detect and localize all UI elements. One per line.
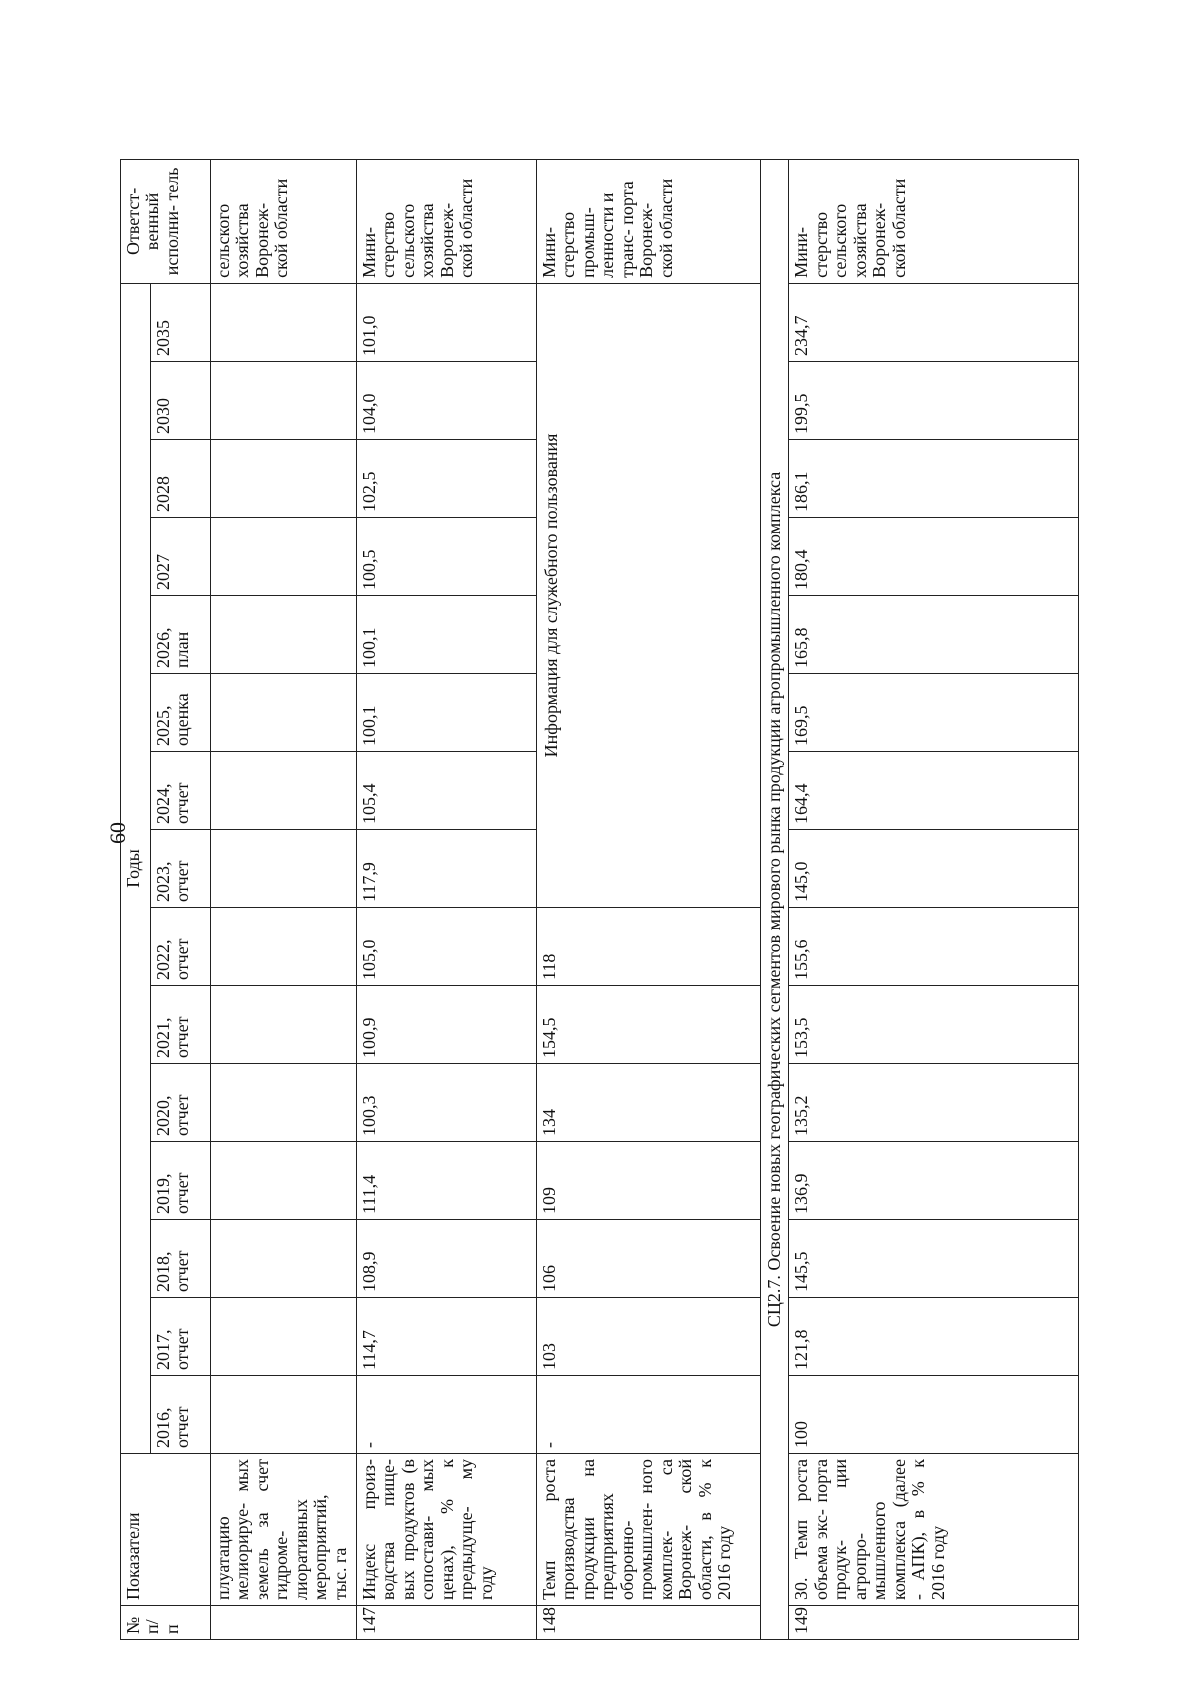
row-indicator: 30. Темп роста объема экс- порта продук- ции агропро- мышленного комплекса (далее - АПК), в % к 2016 году bbox=[789, 1454, 1079, 1606]
value-cell: 105,0 bbox=[357, 908, 537, 986]
value-cell bbox=[211, 908, 357, 986]
indicators-table bbox=[120, 159, 1079, 1640]
header-responsible: Ответст- венный исполни- тель bbox=[121, 159, 211, 283]
header-num: № п/п bbox=[121, 1606, 211, 1640]
header-year: 2021, отчет bbox=[151, 986, 211, 1064]
header-year: 2023, отчет bbox=[151, 830, 211, 908]
value-cell: 118 bbox=[537, 908, 761, 986]
value-cell: 135,2 bbox=[789, 1064, 1079, 1142]
value-cell: 100,1 bbox=[357, 674, 537, 752]
row-num: 149 bbox=[789, 1606, 1079, 1640]
value-cell bbox=[211, 830, 357, 908]
row-responsible: Мини- стерство сельского хозяйства Воронеж- ской области bbox=[789, 159, 1079, 283]
value-cell bbox=[211, 674, 357, 752]
table-row bbox=[537, 159, 761, 1639]
header-indicators: Показатели bbox=[121, 1454, 211, 1606]
section-row bbox=[761, 159, 789, 1639]
value-cell: 101,0 bbox=[357, 283, 537, 361]
value-cell: 104,0 bbox=[357, 362, 537, 440]
value-cell: 108,9 bbox=[357, 1220, 537, 1298]
header-year: 2026, план bbox=[151, 596, 211, 674]
table-row bbox=[357, 159, 537, 1639]
value-cell bbox=[211, 1220, 357, 1298]
row-num bbox=[211, 1606, 357, 1640]
row-responsible: Мини- стерство промыш- ленности и транс- порта Воронеж- ской области bbox=[537, 159, 761, 283]
section-title: СЦ2.7. Освоение новых географических сегментов мирового рынка продукции агропромышленного комплекса bbox=[761, 159, 789, 1639]
rotated-table-container bbox=[120, 160, 1134, 1640]
value-cell: 199,5 bbox=[789, 362, 1079, 440]
restricted-info-note bbox=[537, 283, 761, 907]
table-row bbox=[789, 159, 1079, 1639]
header-year: 2019, отчет bbox=[151, 1142, 211, 1220]
value-cell: 145,0 bbox=[789, 830, 1079, 908]
value-cell: 145,5 bbox=[789, 1220, 1079, 1298]
value-cell bbox=[211, 752, 357, 830]
value-cell: 100,9 bbox=[357, 986, 537, 1064]
restricted-info-text: Информация для служебного пользования bbox=[541, 433, 561, 758]
value-cell: 186,1 bbox=[789, 440, 1079, 518]
value-cell bbox=[211, 986, 357, 1064]
value-cell: 117,9 bbox=[357, 830, 537, 908]
value-cell: 234,7 bbox=[789, 283, 1079, 361]
value-cell: 103 bbox=[537, 1298, 761, 1376]
value-cell: - bbox=[537, 1376, 761, 1454]
value-cell: 100 bbox=[789, 1376, 1079, 1454]
row-num: 147 bbox=[357, 1606, 537, 1640]
header-year: 2020, отчет bbox=[151, 1064, 211, 1142]
value-cell bbox=[211, 596, 357, 674]
value-cell: 100,3 bbox=[357, 1064, 537, 1142]
value-cell: 155,6 bbox=[789, 908, 1079, 986]
header-year: 2028 bbox=[151, 440, 211, 518]
row-indicator: Темп роста производства продукции на предприятиях оборонно- промышлен- ного комплек- са Воронеж- ской области, в % к 2016 году bbox=[537, 1454, 761, 1606]
page-number: 60 bbox=[105, 822, 130, 844]
value-cell bbox=[211, 1376, 357, 1454]
value-cell: 153,5 bbox=[789, 986, 1079, 1064]
value-cell bbox=[211, 1298, 357, 1376]
header-year: 2025, оценка bbox=[151, 674, 211, 752]
value-cell: 109 bbox=[537, 1142, 761, 1220]
header-year: 2027 bbox=[151, 518, 211, 596]
header-year: 2035 bbox=[151, 283, 211, 361]
header-year: 2030 bbox=[151, 362, 211, 440]
value-cell: 105,4 bbox=[357, 752, 537, 830]
value-cell bbox=[211, 1142, 357, 1220]
row-indicator: Индекс произ- водства пище- вых продуктов (в сопостави- мых ценах), % к предыдуще- му году bbox=[357, 1454, 537, 1606]
value-cell: 134 bbox=[537, 1064, 761, 1142]
value-cell: 136,9 bbox=[789, 1142, 1079, 1220]
value-cell: - bbox=[357, 1376, 537, 1454]
header-year: 2024, отчет bbox=[151, 752, 211, 830]
header-year: 2017, отчет bbox=[151, 1298, 211, 1376]
value-cell: 100,1 bbox=[357, 596, 537, 674]
header-year: 2018, отчет bbox=[151, 1220, 211, 1298]
value-cell: 165,8 bbox=[789, 596, 1079, 674]
header-year: 2022, отчет bbox=[151, 908, 211, 986]
value-cell: 164,4 bbox=[789, 752, 1079, 830]
table-row bbox=[211, 159, 357, 1639]
row-indicator: плуатацию мелиорируе- мых земель за счет гидроме- лиоративных мероприятий, тыс. га bbox=[211, 1454, 357, 1606]
header-year: 2016, отчет bbox=[151, 1376, 211, 1454]
value-cell bbox=[211, 1064, 357, 1142]
value-cell: 111,4 bbox=[357, 1142, 537, 1220]
value-cell: 180,4 bbox=[789, 518, 1079, 596]
value-cell: 169,5 bbox=[789, 674, 1079, 752]
value-cell: 121,8 bbox=[789, 1298, 1079, 1376]
row-num: 148 bbox=[537, 1606, 761, 1640]
value-cell bbox=[211, 283, 357, 361]
value-cell: 106 bbox=[537, 1220, 761, 1298]
value-cell: 102,5 bbox=[357, 440, 537, 518]
value-cell bbox=[211, 518, 357, 596]
value-cell: 114,7 bbox=[357, 1298, 537, 1376]
value-cell bbox=[211, 362, 357, 440]
value-cell: 100,5 bbox=[357, 518, 537, 596]
header-years: Годы bbox=[121, 283, 151, 1453]
row-responsible: Мини- стерство сельского хозяйства Воронеж- ской области bbox=[357, 159, 537, 283]
row-responsible: сельского хозяйства Воронеж- ской области bbox=[211, 159, 357, 283]
value-cell: 154,5 bbox=[537, 986, 761, 1064]
value-cell bbox=[211, 440, 357, 518]
